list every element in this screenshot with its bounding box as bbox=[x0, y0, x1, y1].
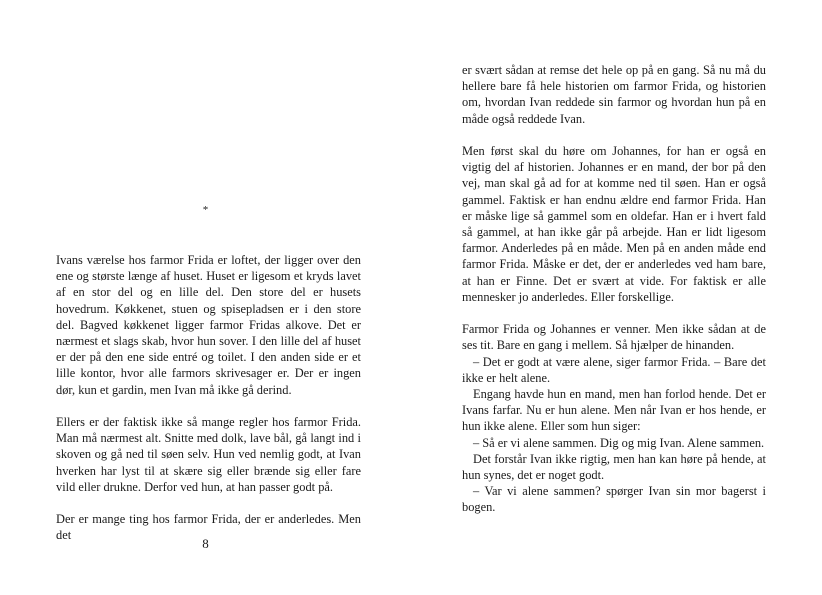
paragraph: Ellers er der faktisk ikke så mange regler hos farmor Frida. Man må nærmest alt. Snitte med dolk, lave bål, gå langt ind i skoven og gå ned til søen selv. Hun ved nemlig godt, at Ivan hverken har lyst til at skære sig eller brænde sig eller fare vild eller drukne. Derfor ved hun, at han passer godt på. bbox=[56, 415, 361, 494]
paragraph: Der er mange ting hos farmor Frida, der er anderledes. Men det bbox=[56, 512, 361, 543]
page-number: 8 bbox=[202, 536, 209, 551]
section-ornament: * bbox=[202, 204, 209, 216]
paragraph: Men først skal du høre om Johannes, for han er også en vigtig del af historien. Johannes er en mand, der bor på den vej, man skal gå ad for at komme ned til søen. Han er også gammel. Faktisk er han endnu ældre end farmor Frida. Han er måske lige så gammel som en oldefar. Han er i hvert fald så gammel, at han ikke går på arbejde. Han er lidt ligesom farmor. Anderledes på en måde. Men på en anden måde end farmor Frida. Måske er det, der er anderledes ved ham bare, at han er Finne. Det er svært at vide. For faktisk er alle mennesker jo anderledes. Eller forskellige. bbox=[462, 144, 766, 304]
right-page-text bbox=[462, 62, 766, 516]
right-page bbox=[411, 0, 822, 595]
dialogue-line: – Så er vi alene sammen. Dig og mig Ivan. Alene sammen. bbox=[473, 435, 765, 450]
paragraph: Ivans værelse hos farmor Frida er loftet, der ligger over den ene og største længe af huset. Huset er ligesom et kryds lavet af en stor del og en lille del. Den store del er husets hovedrum. Køkkenet, stuen og spisepladsen er i den store del. Bagved køkkenet ligger farmor Fridas alkove. Det er nærmest et slags skab, hvor hun sover. I den lille del af huset er der på den ene side entré og toilet. I den anden side er et lille kontor, hvor alle farmors skrivesager er. Der er ingen dør, kun et gardin, men Ivan må ikke gå derind. bbox=[56, 253, 361, 397]
paragraph: er svært sådan at remse det hele op på en gang. Så nu må du hellere bare få hele historien om farmor Frida, og historien om, hvordan Ivan reddede sin farmor og hvordan hun på en måde også reddede Ivan. bbox=[462, 63, 766, 126]
paragraph: Engang havde hun en mand, men han forlod hende. Det er Ivans farfar. Nu er hun alene. Men når Ivan er hos hende, er hun ikke alene. Eller som hun siger: bbox=[462, 387, 766, 434]
dialogue-line: – Det er godt at være alene, siger farmor Frida. – Bare det ikke er helt alene. bbox=[462, 354, 766, 385]
dialogue-line: – Var vi alene sammen? spørger Ivan sin mor bagerst i bogen. bbox=[462, 484, 766, 515]
paragraph: Farmor Frida og Johannes er venner. Men ikke sådan at de ses tit. Bare en gang i mellem. Så hjælper de hinanden. bbox=[462, 322, 766, 353]
left-page-text bbox=[56, 252, 361, 544]
paragraph: Det forstår Ivan ikke rigtig, men han kan høre på hende, at hun synes, det er noget godt. bbox=[462, 451, 766, 483]
